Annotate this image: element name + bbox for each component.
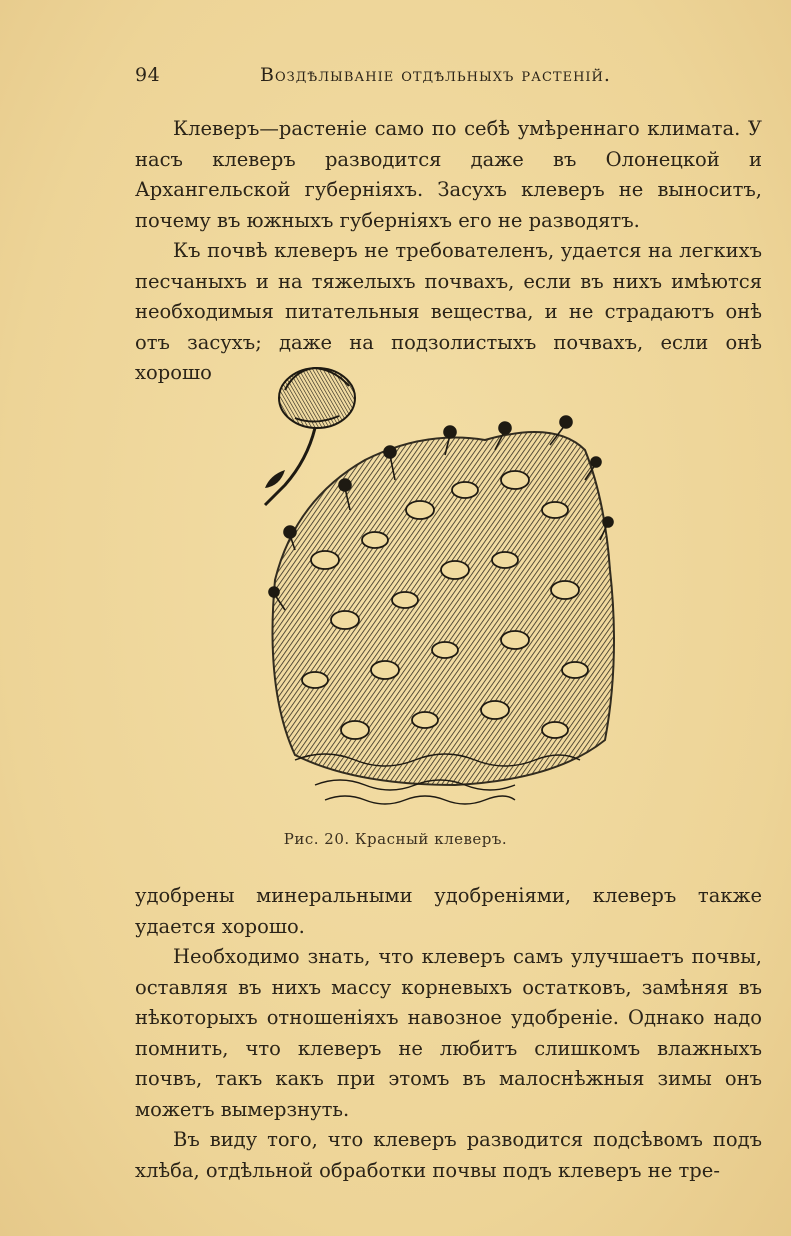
paragraph-continuation: удобрены минеральными удобреніями, клеверъ также удается хорошо.	[135, 884, 762, 938]
paragraph-soil-improvement: Необходимо знать, что клеверъ самъ улучшаетъ почвы, оставляя въ нихъ массу корневыхъ остатковъ, замѣняя въ нѣкоторыхъ отношеніяхъ навозное удобреніе. Однако надо помнить, что клеверъ не любитъ слишкомъ влажныхъ почвъ, такъ какъ при этомъ въ малоснѣжныя зимы онъ можетъ вымерзнуть.	[135, 945, 762, 1121]
paragraph-soil: Къ почвѣ клеверъ не требователенъ, удается на легкихъ песчаныхъ и на тяжелыхъ почвахъ, если въ нихъ имѣются необходимыя питательныя вещества, и не страдаютъ онѣ отъ засухъ; даже на подзолистыхъ почвахъ, если онѣ хорошо	[135, 239, 762, 384]
text-block-top	[135, 114, 762, 389]
page-header	[135, 64, 640, 94]
running-title: Воздѣлываніе отдѣльныхъ растеній.	[260, 64, 611, 86]
paragraph-climate: Клеверъ—растеніе само по себѣ умѣреннаго климата. У насъ клеверъ разводится даже въ Олонецкой и Архангельской губерніяхъ. Засухъ клеверъ не выноситъ, почему въ южныхъ губерніяхъ его не разводятъ.	[135, 117, 762, 232]
red-clover-engraving-icon	[255, 360, 625, 815]
clover-illustration	[255, 360, 625, 815]
figure-caption: Рис. 20. Красный клеверъ.	[283, 830, 508, 848]
page-number: 94	[135, 64, 161, 86]
text-block-bottom	[135, 881, 762, 1186]
paragraph-undersowing: Въ виду того, что клеверъ разводится подсѣвомъ подъ хлѣба, отдѣльной обработки почвы подъ клеверъ не тре-	[135, 1128, 762, 1182]
